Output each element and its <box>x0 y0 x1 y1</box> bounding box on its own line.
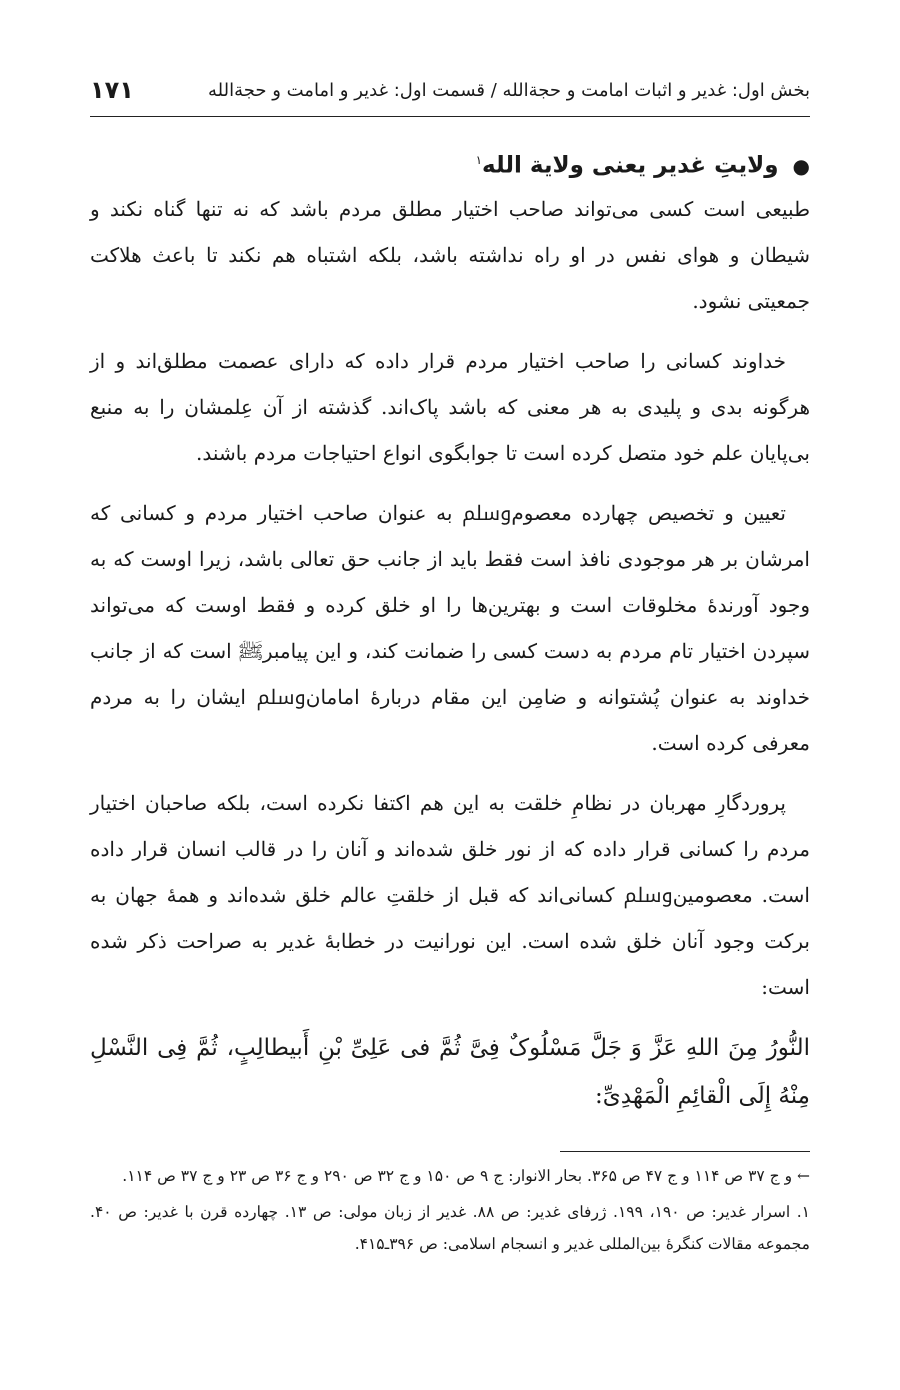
header-divider <box>90 116 810 117</box>
page-number: ۱۷۱ <box>90 76 134 104</box>
book-page <box>90 0 810 1390</box>
footnote-reference: ۱ <box>475 153 483 167</box>
bullet-icon: ● <box>792 153 810 178</box>
running-header-title: بخش اول: غدیر و اثبات امامت و حجةالله / قسمت اول: غدیر و امامت و حجةالله <box>208 79 810 101</box>
paragraph-2: خداوند کسانی را صاحب اختیار مردم قرار داده که دارای عصمت مطلق‌اند و از هرگونه بدی و پلیدی به هر معنی که باشد پاک‌اند. گذشته از آن عِلمشان را به منبع بی‌پایان علم خود متصل کرده است تا جوابگوی انواع احتیاجات مردم باشند. <box>90 349 810 465</box>
body-text <box>90 186 810 1120</box>
section-heading <box>90 140 810 186</box>
footnote-continued: ← و ج ۳۷ ص ۱۱۴ و ج ۴۷ ص ۳۶۵. بحار الانوار: ج ۹ ص ۱۵۰ و ج ۳۲ ص ۲۹۰ و ج ۳۶ ص ۲۳ و ج ۳۷ ص ۱۱۴. <box>122 1167 810 1185</box>
arabic-quotation: النُّورُ مِنَ اللهِ عَزَّ وَ جَلَّ مَسْلُوکٌ فِیَّ ثُمَّ فی عَلِیِّ بْنِ أَبیطالِبٍ، ثُمَّ فِی النَّسْلِ مِنْهُ إِلَی الْقائِمِ الْمَهْدِیِّ: <box>90 1035 810 1109</box>
paragraph-1: طبیعی است کسی می‌تواند صاحب اختیار مطلق مردم باشد که نه تنها گناه نکند و شیطان و هوای نفس در او راه نداشته باشد، بلکه اشتباه هم نکند تا باعث هلاکت جمعیتی نشود. <box>90 197 810 313</box>
paragraph-3: تعیین و تخصیص چهارده معصومﷸ به عنوان صاحب اختیار مردم و کسانی که امرشان بر هر موجودی نافذ است فقط باید از جانب حق تعالی باشد، زیرا اوست که به وجود آورندهٔ مخلوقات است و بهترین‌ها را او خلق کرده و فقط اوست که می‌تواند سپردن اختیار تام مردم به دست کسی را ضمانت کند، و این پیامبرﷺ است که از جانب خداوند به عنوان پُشتوانه و ضامِن این مقام دربارهٔ امامانﷸ ایشان را به مردم معرفی کرده است. <box>90 501 810 755</box>
footnotes <box>90 1160 810 1264</box>
section-heading-text: ولایتِ غدیر یعنی ولایة الله <box>482 152 779 179</box>
footnote-1: ۱. اسرار غدیر: ص ۱۹۰، ۱۹۹. ژرفای غدیر: ص ۸۸. غدیر از زبان مولی: ص ۱۳. چهارده قرن با غدیر: ص ۴۰. مجموعه مقالات کنگرهٔ بین‌المللی غدیر و انسجام اسلامی: ص ۳۹۶ـ۴۱۵. <box>90 1203 810 1253</box>
footnote-divider <box>560 1151 810 1152</box>
running-header <box>90 70 810 110</box>
paragraph-4: پروردگارِ مهربان در نظامِ خلقت به این هم اکتفا نکرده است، بلکه صاحبان اختیار مردم را کسانی قرار داده که از نور خلق شده‌اند و آنان را در قالب انسان قرار داده است. معصومینﷸ کسانی‌اند که قبل از خلقتِ عالم خلق شده‌اند و همهٔ جهان به برکت وجود آنان خلق شده است. این نورانیت در خطابهٔ غدیر به صراحت ذکر شده است: <box>90 791 810 999</box>
